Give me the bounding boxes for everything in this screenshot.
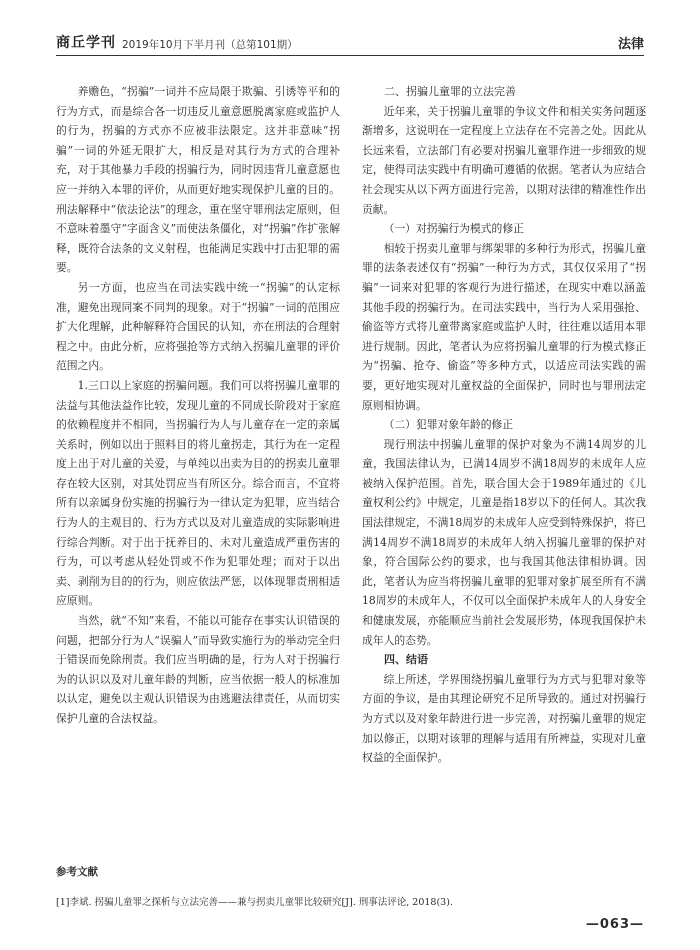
page-header: [56, 30, 644, 52]
paragraph: 养赡色，“拐骗”一词并不应局限于欺骗、引诱等平和的行为方式，而是综合各一切违反儿童意愿脱离家庭或监护人的行为，拐骗的方式亦不应被非法限定。这并非意味“拐骗”一词的外延无限扩大，相反是对其行为方式的合理补充，对于其他暴力手段的拐骗行为，同时因违背儿童意愿也应一并纳入本罪的评价，从而更好地实现保护儿童的目的。刑法解释中“依法论法”的理念，重在坚守罪刑法定原则，但不意味着墨守“字面含义”而使法条僵化，对“拐骗”作扩张解释，既符合法条的文义射程，也能满足实践中打击犯罪的需要。: [56, 85, 340, 275]
section-heading: （二）犯罪对象年龄的修正: [383, 418, 514, 432]
paragraph: 1.三口以上家庭的拐骗问题。我们可以将拐骗儿童罪的法益与其他法益作比较，发现儿童的不同成长阶段对于家庭的依赖程度并不相同，当拐骗行为人与儿童存在一定的亲属关系时，例如以出于照料目的将儿童拐走，其行为在一定程度上出于对儿童的关爱，与单纯以出卖为目的的拐卖儿童罪存在较大区别，对其处罚应当有所区分。综合而言，不宜将所有以亲属身份实施的拐骗行为一律认定为犯罪，应当结合行为人的主观目的、行为方式以及对儿童造成的实际影响进行综合判断。对于出于抚养目的、未对儿童造成严重伤害的行为，可以考虑从轻处罚或不作为犯罪处理；而对于以出卖、剥削为目的的行为，则应依法严惩，以体现罪责刑相适应原则。: [56, 378, 340, 608]
header-rule: [56, 55, 644, 56]
section-tag: 法律: [617, 37, 644, 52]
left-column: [56, 82, 340, 729]
section-heading: 二、拐骗儿童罪的立法完善: [384, 85, 516, 98]
issue-info: 2019年10月下半月刊（总第101期）: [122, 39, 298, 51]
section-heading: （一）对拐骗行为模式的修正: [383, 222, 524, 236]
paragraph: 当然，就“不知”来看，不能以可能存在事实认识错误的问题，把部分行为人“误骗人”而导致实施行为的举动完全归于错误而免除刑责。我们应当明确的是，行为人对于拐骗行为的认识以及对儿童年龄的判断，应当依据一般人的标准加以认定，避免以主观认识错误为由逃避法律责任，从而切实保护儿童的合法权益。: [56, 614, 340, 725]
paragraph: 相较于拐卖儿童罪与绑架罪的多种行为形式，拐骗儿童罪的法条表述仅有“拐骗”一种行为方式，其仅仅采用了“拐骗”一词来对犯罪的客观行为进行描述，在现实中难以涵盖其他手段的拐骗行为。在司法实践中，当行为人采用强抢、偷盗等方式将儿童带离家庭或监护人时，往往难以适用本罪进行规制。因此，笔者认为应将拐骗儿童罪的行为模式修正为“拐骗、抢夺、偷盗”等多种方式，以适应司法实践的需要，更好地实现对儿童权益的全面保护，同时也与罪刑法定原则相协调。: [362, 241, 646, 412]
reference-item: [1]李斌. 拐骗儿童罪之探析与立法完善——兼与拐卖儿童罪比较研究[J]. 刑事法评论, 2018(3).: [56, 897, 453, 908]
journal-name: 商丘学刊: [56, 35, 116, 51]
paragraph: 现行刑法中拐骗儿童罪的保护对象为不满14周岁的儿童，我国法律认为，已满14周岁不满18周岁的未成年人应被纳入保护范围。首先，联合国大会于1989年通过的《儿童权利公约》中规定，儿童是指18岁以下的任何人。其次我国法律规定，不满18周岁的未成年人应受到特殊保护，将已满14周岁不满18周岁的未成年人纳入拐骗儿童罪的保护对象，符合国际公约的要求，也与我国其他法律相协调。因此，笔者认为应当将拐骗儿童罪的犯罪对象扩展至所有不满18周岁的未成年人，不仅可以全面保护未成年人的人身安全和健康发展，亦能顺应当前社会发展形势，体现我国保护未成年人的态势。: [362, 437, 646, 647]
paragraph: 近年来，关于拐骗儿童罪的争议文件和相关实务问题逐渐增多，这说明在一定程度上立法存在不完善之处。因此从长远来看，立法部门有必要对拐骗儿童罪作进一步细致的规定，使得司法实践中有明确可遵循的依据。笔者认为应结合社会现实从以下两方面进行完善，以期对法律的精准性作出贡献。: [362, 104, 646, 216]
paragraph: 另一方面，也应当在司法实践中统一“拐骗”的认定标准，避免出现同案不同判的现象。对于“拐骗”一词的范围应扩大化理解，此种解释符合国民的认知，亦在刑法的合理射程之中。由此分析，应将强抢等方式纳入拐骗儿童罪的评价范围之内。: [56, 280, 340, 373]
header-left: [56, 32, 298, 52]
section-heading: 四、结语: [384, 653, 428, 667]
page-number: —063—: [585, 917, 644, 932]
right-column: [362, 82, 646, 768]
paragraph: 综上所述，学界围绕拐骗儿童罪行为方式与犯罪对象等方面的争议，是由其理论研究不足所导致的。通过对拐骗行为方式以及对象年龄进行进一步完善，对拐骗儿童罪的规定加以修正，以期对该罪的理解与适用有所裨益，实现对儿童权益的全面保护。: [362, 672, 646, 765]
references-list: [56, 895, 656, 910]
references-title: 参考文献: [56, 866, 98, 878]
